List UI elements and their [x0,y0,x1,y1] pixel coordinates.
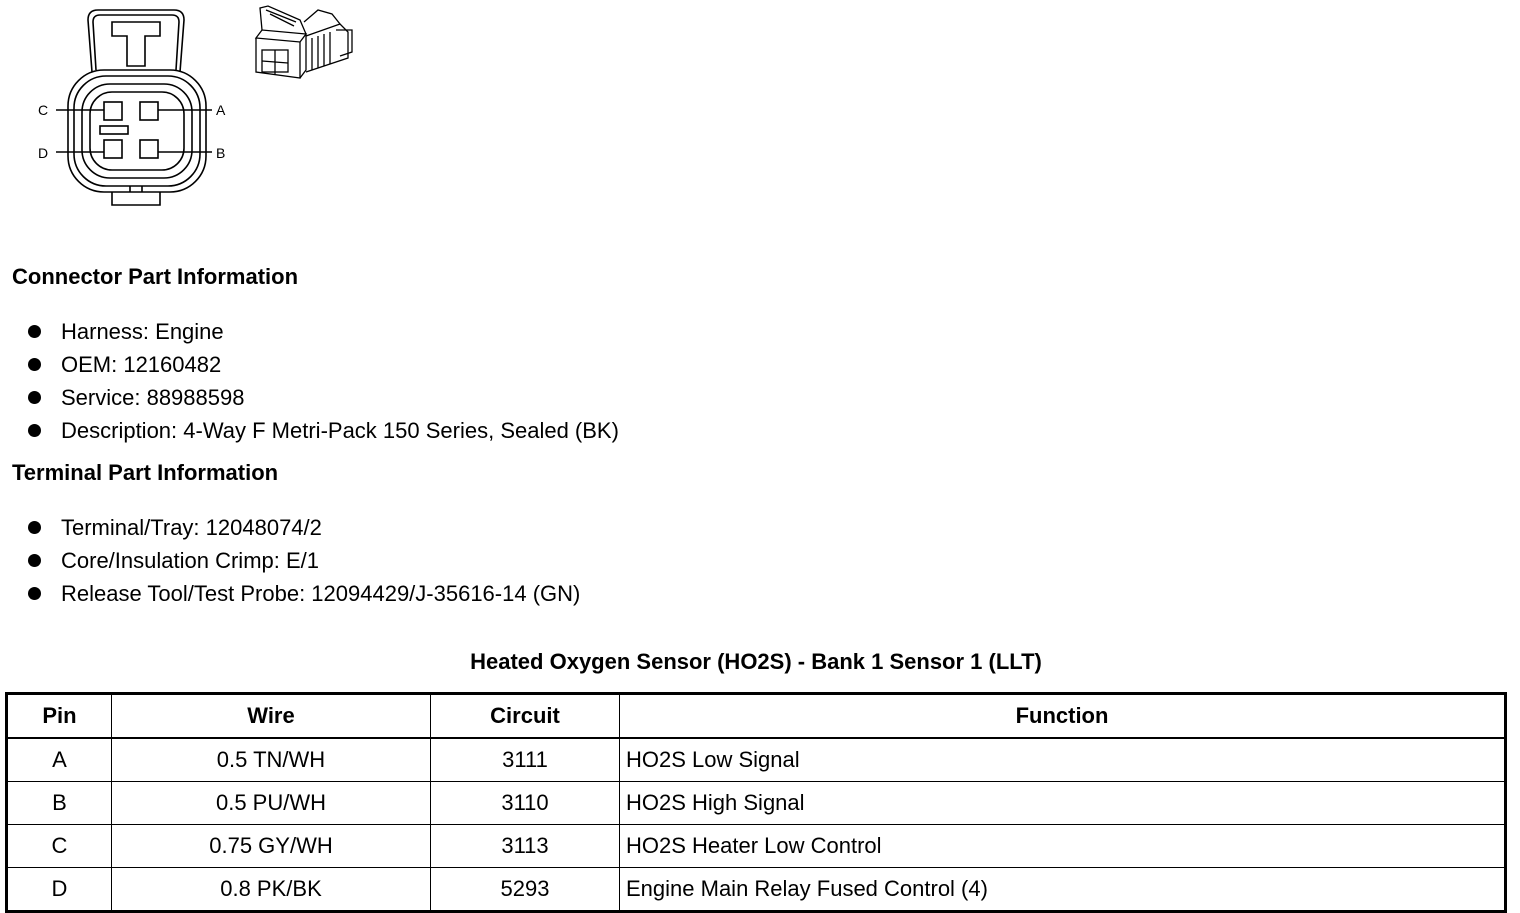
table-row [7,738,1506,782]
pin-table [5,692,1507,913]
cell-circuit: 3110 [431,782,620,825]
header-wire: Wire [112,694,431,739]
list-item: OEM: 12160482 [28,348,619,381]
pin-label-d: D [38,145,49,161]
bullet-icon [28,358,41,371]
pin-label-b: B [216,145,226,161]
cell-function: Engine Main Relay Fused Control (4) [620,868,1506,912]
bullet-icon [28,587,41,600]
connector-isometric-illustration [256,6,352,78]
table-title: Heated Oxygen Sensor (HO2S) - Bank 1 Sensor 1 (LLT) [470,649,1042,674]
cell-wire: 0.5 TN/WH [112,738,431,782]
header-function: Function [620,694,1506,739]
table-header-row [7,694,1506,739]
cell-circuit: 5293 [431,868,620,912]
table-row [7,868,1506,912]
connector-face-diagram [0,0,360,215]
table-row [7,825,1506,868]
cell-function: HO2S High Signal [620,782,1506,825]
pin-label-a: A [216,102,226,118]
cell-circuit: 3111 [431,738,620,782]
cell-wire: 0.8 PK/BK [112,868,431,912]
list-item: Terminal/Tray: 12048074/2 [28,511,580,544]
cell-function: HO2S Low Signal [620,738,1506,782]
cell-wire: 0.5 PU/WH [112,782,431,825]
cell-function: HO2S Heater Low Control [620,825,1506,868]
bullet-icon [28,325,41,338]
cell-pin: C [7,825,112,868]
cell-circuit: 3113 [431,825,620,868]
list-item: Description: 4-Way F Metri-Pack 150 Series, Sealed (BK) [28,414,619,447]
bullet-icon [28,424,41,437]
terminal-info-heading: Terminal Part Information [12,460,279,485]
list-item: Release Tool/Test Probe: 12094429/J-35616-14 (GN) [28,577,580,610]
bullet-icon [28,521,41,534]
bullet-icon [28,554,41,567]
connector-info-list [28,315,619,447]
cell-pin: B [7,782,112,825]
table-row [7,782,1506,825]
connector-info-heading: Connector Part Information [12,264,299,289]
list-item: Harness: Engine [28,315,619,348]
terminal-info-list [28,511,580,610]
list-item: Service: 88988598 [28,381,619,414]
header-pin: Pin [7,694,112,739]
cell-wire: 0.75 GY/WH [112,825,431,868]
cell-pin: A [7,738,112,782]
bullet-icon [28,391,41,404]
cell-pin: D [7,868,112,912]
list-item: Core/Insulation Crimp: E/1 [28,544,580,577]
pin-label-c: C [38,102,49,118]
header-circuit: Circuit [431,694,620,739]
